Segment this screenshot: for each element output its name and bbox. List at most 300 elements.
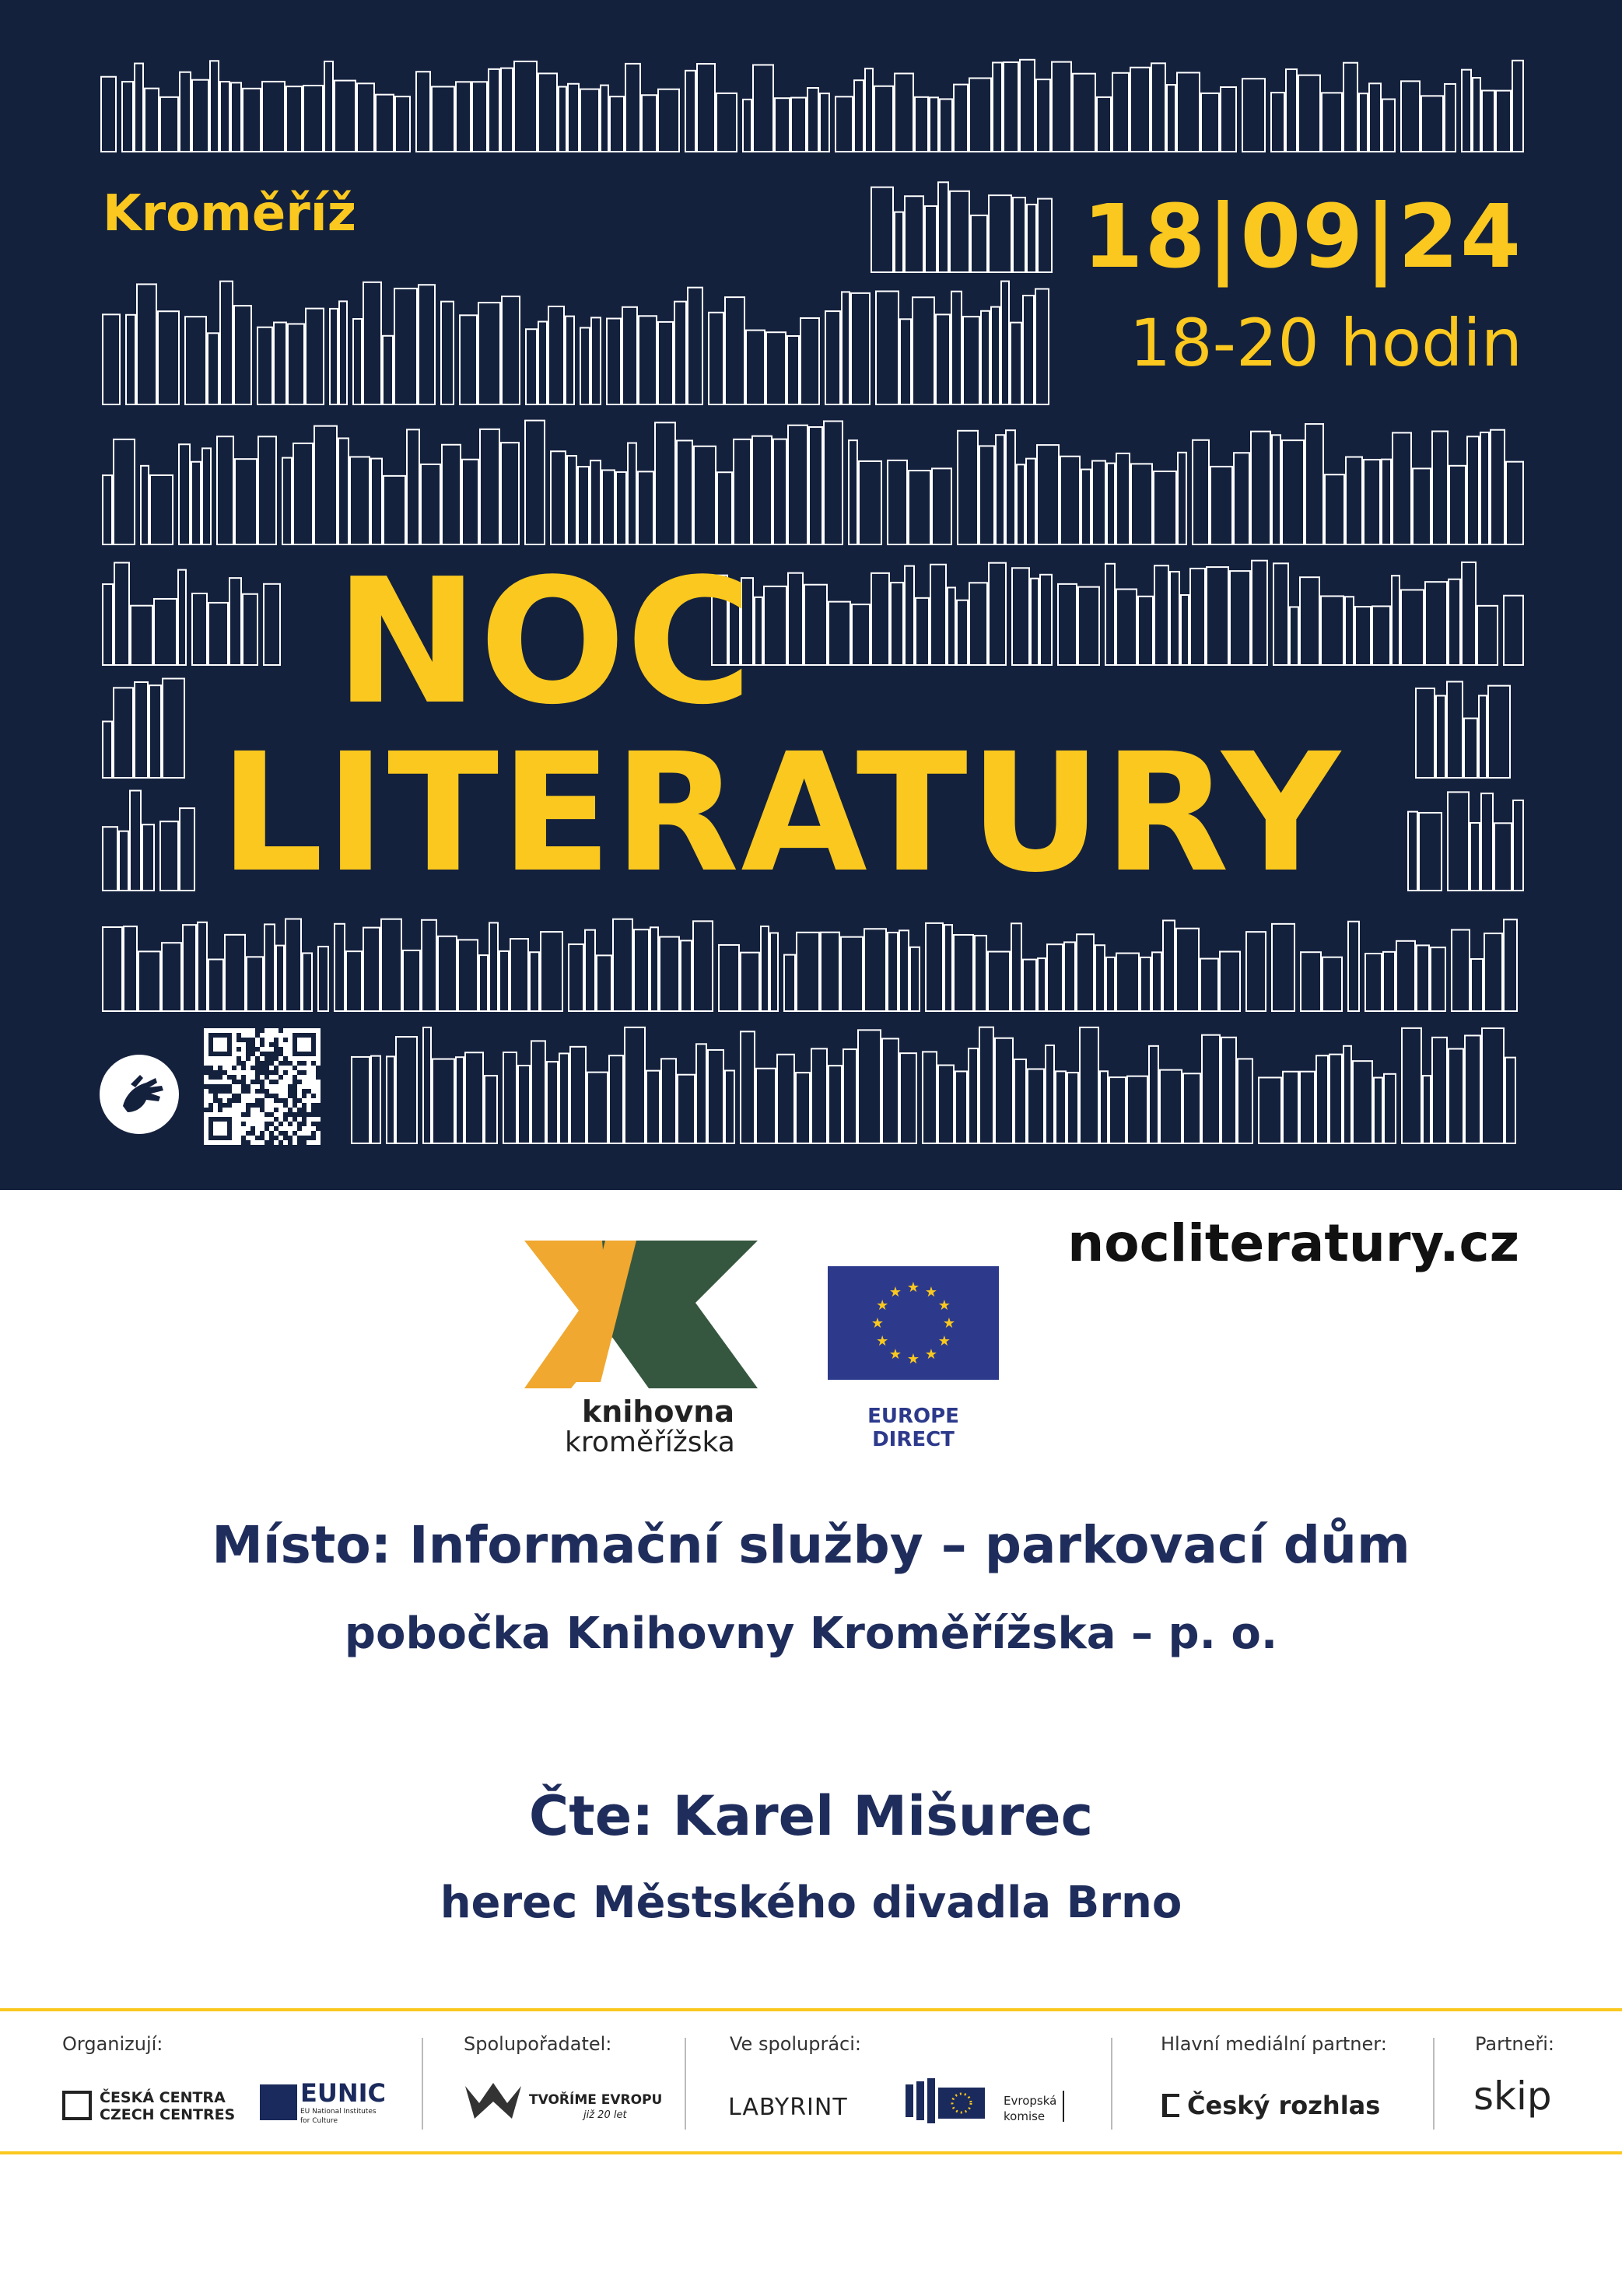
book-outline: [114, 688, 133, 778]
book-outline: [1060, 457, 1080, 544]
book-outline: [318, 947, 328, 1011]
book-outline: [276, 946, 284, 1011]
book-outline: [547, 1062, 558, 1143]
ceska-centra-logo: [62, 2091, 92, 2120]
book-outline: [1465, 1035, 1480, 1143]
book-outline: [293, 443, 313, 544]
book-outline: [131, 606, 152, 665]
book-outline: [145, 89, 159, 152]
book-outline: [465, 1052, 483, 1143]
book-outline: [551, 451, 566, 544]
book-outline: [1092, 460, 1105, 544]
book-outline: [1081, 470, 1091, 544]
book-outline: [1017, 464, 1025, 544]
book-outline: [590, 460, 601, 544]
book-outline: [191, 462, 201, 544]
book-outline: [442, 445, 461, 544]
book-outline: [944, 925, 952, 1011]
book-outline: [1273, 563, 1288, 665]
book-outline: [578, 467, 589, 544]
book-outline: [658, 89, 679, 152]
book-outline: [396, 1037, 417, 1143]
book-outline: [661, 1059, 676, 1143]
book-outline: [938, 1066, 954, 1143]
book-outline: [198, 922, 207, 1011]
book-outline: [363, 282, 381, 404]
book-outline: [178, 570, 186, 665]
book-outline: [1374, 1078, 1382, 1143]
book-outline: [371, 459, 382, 544]
book-outline: [1014, 1059, 1026, 1143]
footer-divider-top: [0, 2008, 1622, 2011]
book-outline: [1078, 587, 1099, 665]
book-outline: [202, 448, 211, 544]
book-outline: [1193, 440, 1209, 544]
book-outline: [1272, 924, 1294, 1011]
book-outline: [1396, 941, 1415, 1011]
book-outline: [1305, 424, 1323, 544]
book-outline: [1353, 1061, 1372, 1143]
book-outline: [1023, 960, 1036, 1011]
book-outline: [1200, 959, 1218, 1011]
book-outline: [1421, 96, 1443, 152]
book-outline: [220, 82, 229, 152]
book-outline: [773, 439, 786, 544]
book-outline: [335, 924, 345, 1011]
book-outline: [915, 97, 928, 152]
book-outline: [231, 82, 241, 152]
book-outline: [485, 1076, 497, 1143]
book-outline: [580, 327, 590, 404]
book-outline: [950, 191, 969, 272]
book-outline: [957, 600, 968, 665]
book-outline: [1383, 952, 1395, 1011]
book-outline: [114, 562, 129, 665]
book-outline: [122, 82, 133, 152]
book-outline: [1163, 920, 1175, 1011]
book-outline: [766, 332, 786, 404]
book-outline: [514, 61, 537, 152]
book-outline: [1504, 919, 1517, 1011]
book-outline: [1452, 929, 1470, 1011]
book-outline: [421, 464, 440, 544]
book-outline: [1064, 942, 1075, 1011]
book-outline: [1464, 719, 1477, 778]
book-outline: [258, 436, 276, 544]
book-outline: [142, 824, 154, 891]
book-outline: [1027, 205, 1036, 272]
book-outline: [324, 61, 333, 152]
book-outline: [764, 586, 786, 665]
book-outline: [646, 1071, 660, 1143]
book-outline: [677, 440, 692, 544]
book-outline: [518, 1066, 530, 1143]
book-outline: [338, 438, 349, 544]
book-outline: [1177, 72, 1200, 152]
book-outline: [1301, 952, 1321, 1011]
book-outline: [124, 926, 137, 1011]
book-outline: [1471, 959, 1483, 1011]
book-outline: [639, 316, 657, 404]
book-outline: [1447, 681, 1463, 778]
book-outline: [1202, 1035, 1220, 1143]
book-outline: [1181, 595, 1189, 665]
book-outline: [185, 317, 206, 404]
book-outline: [697, 64, 715, 152]
book-outline: [1382, 100, 1395, 152]
book-outline: [1432, 432, 1448, 544]
book-outline: [1423, 1076, 1431, 1143]
book-outline: [264, 584, 280, 665]
svg-text:★: ★: [906, 1279, 920, 1296]
book-outline: [192, 80, 208, 152]
book-outline: [1151, 63, 1165, 152]
czech-centres-text: CZECH CENTRES: [100, 2106, 236, 2123]
book-outline: [1488, 686, 1510, 778]
book-outline: [1462, 70, 1471, 152]
book-outline: [1343, 63, 1358, 152]
book-outline: [843, 1049, 857, 1143]
book-outline: [642, 95, 657, 152]
svg-text:★: ★: [942, 1315, 956, 1332]
book-outline: [864, 929, 886, 1011]
library-name-line1: knihovna: [582, 1395, 734, 1429]
event-reader: Čte: Karel Mišurec: [528, 1784, 1094, 1848]
book-outline: [357, 83, 374, 152]
media-partner-label: Hlavní mediální partner:: [1161, 2033, 1387, 2055]
book-outline: [1013, 198, 1025, 272]
cooperation-label: Ve spolupráci:: [730, 2033, 862, 2055]
book-outline: [1176, 929, 1199, 1011]
book-outline: [609, 1055, 623, 1143]
book-outline: [346, 951, 362, 1011]
book-outline: [363, 928, 380, 1011]
organizers-label: Organizují:: [62, 2033, 163, 2055]
book-outline: [788, 573, 803, 665]
book-outline: [220, 282, 233, 404]
book-outline: [103, 827, 117, 891]
book-outline: [1170, 572, 1179, 665]
book-outline: [1346, 457, 1362, 544]
book-outline: [548, 306, 564, 404]
book-outline: [743, 100, 751, 152]
footer-divider-bottom: [0, 2151, 1622, 2154]
book-outline: [458, 940, 478, 1011]
book-outline: [1058, 584, 1077, 665]
book-outline: [456, 1057, 464, 1143]
book-outline: [1477, 606, 1498, 665]
evropska-text: Evropská: [1004, 2094, 1057, 2108]
tvorime-evropu-icon: [465, 2080, 521, 2120]
book-outline: [865, 68, 873, 152]
book-outline: [1392, 576, 1400, 665]
book-outline: [530, 952, 539, 1011]
book-outline: [1272, 435, 1280, 544]
book-outline: [501, 68, 513, 152]
book-outline: [613, 919, 632, 1011]
book-outline: [1413, 468, 1431, 544]
book-outline: [179, 444, 190, 544]
book-outline: [1149, 1046, 1158, 1143]
book-outline: [681, 940, 692, 1011]
book-outline: [1080, 1027, 1098, 1143]
book-outline: [616, 472, 626, 544]
book-outline: [882, 1038, 899, 1143]
ec-divider: [1063, 2091, 1064, 2122]
book-outline: [971, 215, 987, 272]
book-outline: [851, 293, 870, 404]
book-outline: [1259, 1077, 1281, 1143]
eunic-sub1: EU National Institutes: [300, 2108, 377, 2116]
book-outline: [874, 86, 893, 152]
book-outline: [1095, 945, 1105, 1011]
book-outline: [842, 292, 850, 404]
book-outline: [1105, 564, 1115, 665]
book-outline: [660, 937, 679, 1011]
book-outline: [932, 468, 951, 544]
ceska-centra-text: ČESKÁ CENTRA: [100, 2089, 226, 2106]
book-outline: [1449, 1048, 1463, 1143]
book-outline: [243, 594, 257, 665]
book-outline: [438, 936, 457, 1011]
book-outline: [930, 565, 946, 665]
book-outline: [383, 336, 393, 404]
european-commission-icon: [906, 2077, 999, 2125]
qr-code[interactable]: [204, 1028, 321, 1145]
tvorime-evropu-text: TVOŘÍME EVROPU: [529, 2092, 663, 2108]
book-outline: [395, 96, 410, 152]
book-outline: [1178, 453, 1186, 544]
book-outline: [1365, 954, 1382, 1011]
book-outline: [1473, 78, 1480, 152]
book-outline: [1251, 432, 1270, 544]
book-outline: [180, 808, 194, 891]
footer-divider: [1433, 2038, 1435, 2130]
book-outline: [1401, 590, 1424, 665]
book-outline: [234, 306, 251, 404]
book-outline: [303, 86, 323, 152]
book-outline: [981, 311, 990, 404]
book-outline: [1462, 562, 1476, 665]
book-outline: [1183, 1073, 1200, 1143]
eunic-icon: [260, 2084, 297, 2120]
book-outline: [163, 678, 184, 778]
book-outline: [1491, 430, 1505, 544]
book-outline: [160, 97, 178, 152]
book-outline: [1047, 944, 1063, 1011]
book-outline: [859, 461, 881, 544]
svg-text:★: ★: [924, 1346, 938, 1363]
book-outline: [1040, 575, 1052, 665]
svg-text:★: ★: [906, 1351, 920, 1367]
book-outline: [1417, 945, 1429, 1011]
book-outline: [387, 1056, 394, 1143]
book-outline: [1207, 567, 1228, 665]
book-outline: [930, 97, 938, 152]
book-outline: [936, 314, 950, 404]
book-outline: [1481, 793, 1493, 891]
book-outline: [1448, 792, 1469, 891]
svg-text:★: ★: [924, 1284, 938, 1301]
book-outline: [208, 603, 228, 665]
book-outline: [804, 585, 827, 665]
book-outline: [432, 86, 454, 152]
book-outline: [1513, 800, 1523, 891]
book-outline: [895, 212, 903, 272]
book-outline: [1031, 579, 1039, 665]
book-outline: [1190, 569, 1205, 665]
book-outline: [638, 471, 653, 544]
book-outline: [235, 459, 257, 544]
book-outline: [755, 597, 762, 665]
title-literatury: LITERATURY: [219, 718, 1342, 908]
book-outline: [1482, 1028, 1504, 1143]
book-outline: [407, 429, 419, 544]
book-outline: [989, 195, 1011, 272]
book-outline: [1130, 68, 1150, 152]
book-outline: [1116, 590, 1137, 665]
book-outline: [1300, 1072, 1315, 1143]
book-outline: [138, 951, 160, 1011]
title-noc: NOC: [335, 542, 753, 743]
book-outline: [989, 563, 1006, 665]
book-outline: [871, 187, 893, 272]
book-outline: [103, 475, 112, 544]
book-outline: [103, 722, 112, 778]
book-outline: [597, 955, 611, 1011]
book-outline: [1140, 957, 1151, 1011]
book-outline: [696, 1044, 706, 1143]
book-outline: [650, 927, 658, 1011]
book-outline: [1138, 597, 1153, 665]
book-outline: [480, 429, 499, 544]
book-outline: [602, 470, 615, 544]
book-outline: [154, 599, 177, 665]
book-outline: [1348, 922, 1359, 1011]
book-outline: [1038, 958, 1046, 1011]
book-outline: [741, 1031, 755, 1143]
book-outline: [734, 439, 751, 544]
book-outline: [472, 82, 487, 152]
book-outline: [559, 87, 566, 152]
book-outline: [422, 920, 436, 1011]
book-outline: [775, 98, 790, 152]
book-outline: [938, 182, 948, 272]
book-outline: [601, 86, 608, 152]
book-outline: [141, 466, 149, 544]
book-outline: [811, 1048, 827, 1143]
book-outline: [829, 1066, 842, 1143]
book-outline: [262, 82, 285, 152]
book-outline: [288, 324, 304, 404]
book-outline: [963, 317, 979, 404]
book-outline: [462, 460, 478, 544]
book-outline: [900, 1053, 916, 1143]
book-outline: [162, 943, 181, 1011]
book-outline: [456, 82, 471, 152]
book-outline: [376, 95, 394, 152]
book-outline: [708, 1050, 723, 1143]
book-outline: [1322, 93, 1342, 152]
book-outline: [1369, 83, 1381, 152]
book-outline: [570, 1047, 586, 1143]
book-outline: [503, 1052, 517, 1143]
book-outline: [569, 944, 583, 1011]
book-outline: [180, 72, 191, 152]
book-outline: [1496, 91, 1511, 152]
book-outline: [625, 1027, 645, 1143]
book-outline: [1384, 1074, 1396, 1143]
book-outline: [1282, 440, 1304, 544]
book-outline: [951, 292, 962, 404]
book-outline: [688, 288, 702, 404]
book-outline: [371, 1056, 380, 1143]
book-outline: [1449, 579, 1460, 665]
book-outline: [286, 919, 301, 1011]
book-outline: [969, 583, 987, 665]
book-outline: [1431, 947, 1445, 1011]
cesky-rozhlas-icon: [1162, 2094, 1179, 2117]
book-outline: [433, 1059, 454, 1143]
book-outline: [419, 285, 435, 404]
book-outline: [1234, 453, 1249, 544]
book-outline: [101, 77, 116, 152]
svg-text:★: ★: [871, 1315, 885, 1332]
book-outline: [282, 458, 292, 544]
book-outline: [1316, 1055, 1328, 1143]
website-url[interactable]: nocliteratury.cz: [1067, 1213, 1519, 1273]
skip-logo: skip: [1473, 2074, 1552, 2119]
svg-text:★: ★: [937, 1297, 951, 1314]
book-outline: [1504, 596, 1523, 665]
book-outline: [725, 297, 744, 404]
book-outline: [137, 284, 156, 404]
book-outline: [1127, 1076, 1147, 1143]
book-outline: [1052, 62, 1071, 152]
book-outline: [352, 1057, 370, 1143]
book-outline: [1393, 432, 1411, 544]
book-outline: [306, 309, 324, 404]
book-outline: [1345, 597, 1354, 665]
book-outline: [1038, 199, 1052, 272]
book-outline: [1100, 1071, 1108, 1143]
book-outline: [820, 93, 829, 152]
book-outline: [1372, 606, 1390, 665]
book-outline: [753, 65, 773, 152]
book-outline: [1167, 85, 1175, 152]
book-outline: [1322, 957, 1342, 1011]
book-outline: [587, 1073, 608, 1143]
book-outline: [1112, 73, 1129, 152]
book-outline: [257, 327, 272, 404]
book-outline: [489, 922, 498, 1011]
partners-label: Partneři:: [1475, 2033, 1554, 2055]
book-outline: [330, 309, 338, 404]
book-outline: [1484, 933, 1502, 1011]
book-outline: [1286, 69, 1297, 152]
book-outline: [809, 427, 822, 544]
book-outline: [913, 297, 934, 404]
book-outline: [796, 1073, 810, 1143]
book-outline: [622, 307, 637, 404]
book-outline: [1036, 79, 1050, 152]
book-outline: [787, 336, 799, 404]
book-outline: [1479, 695, 1487, 778]
book-outline: [854, 80, 864, 152]
book-outline: [1355, 607, 1371, 665]
book-outline: [335, 81, 356, 152]
book-outline: [353, 319, 362, 404]
